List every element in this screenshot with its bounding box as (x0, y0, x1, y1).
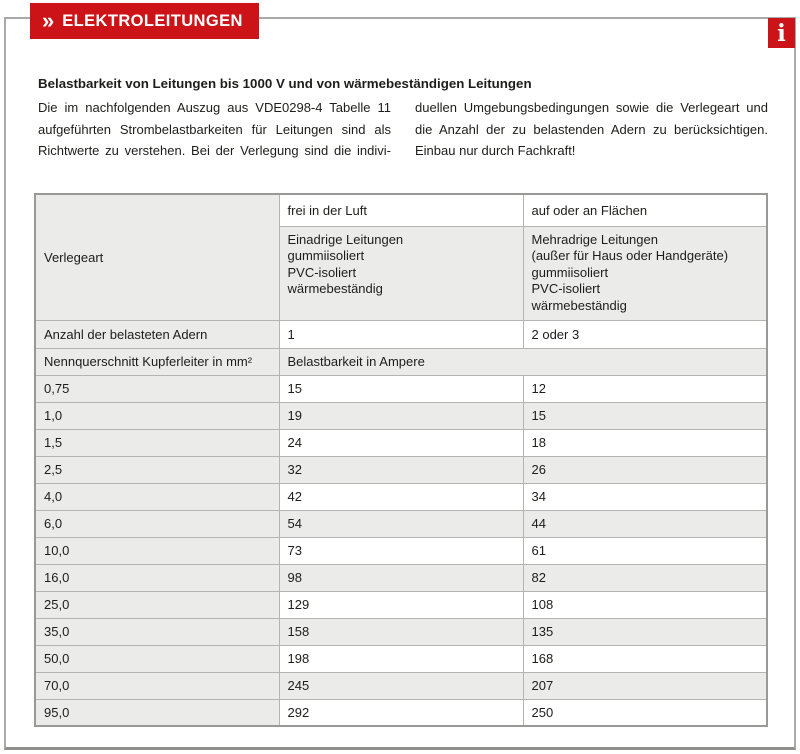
description-line: (außer für Haus oder Handgeräte) (531, 248, 729, 263)
table-cell-ampere-frei: 245 (279, 672, 523, 699)
label-cell-belastbarkeit: Belastbarkeit in Ampere (279, 348, 767, 375)
table-cell-querschnitt: 1,0 (35, 402, 279, 429)
intro-text-line: aufgeführten Strombelastbarkeiten für Leitungen sind als (38, 121, 391, 137)
table-row (35, 645, 767, 672)
table-cell-ampere-flaeche: 12 (523, 375, 767, 402)
intro-text-line: duellen Umgebungsbedingungen sowie die Verlegeart und (415, 100, 768, 115)
intro-paragraphs (38, 97, 768, 162)
table-row (35, 375, 767, 402)
table-cell-querschnitt: 50,0 (35, 645, 279, 672)
table-row (35, 483, 767, 510)
table-cell-ampere-frei: 198 (279, 645, 523, 672)
table-cell-querschnitt: 1,5 (35, 429, 279, 456)
intro-right-column (415, 97, 768, 162)
table-cell-querschnitt: 10,0 (35, 537, 279, 564)
table-cell-ampere-flaeche: 18 (523, 429, 767, 456)
info-icon: i (768, 18, 795, 48)
intro-text-line: Die im nachfolgenden Auszug aus VDE0298-4 Tabelle 11 (38, 100, 391, 115)
table-cell-querschnitt: 95,0 (35, 699, 279, 726)
description-line: Mehradrige Leitungen (531, 231, 658, 247)
header-cell-verlegeart: Verlegeart (35, 194, 279, 320)
table-cell-ampere-frei: 24 (279, 429, 523, 456)
table-row (35, 456, 767, 483)
value-cell-adern-2-3: 2 oder 3 (523, 320, 767, 348)
description-cell-mehradrige (523, 226, 767, 320)
table-subheader-row (35, 348, 767, 375)
table-cell-querschnitt: 4,0 (35, 483, 279, 510)
table-cell-querschnitt: 35,0 (35, 618, 279, 645)
description-line: wärmebeständig (287, 281, 383, 296)
table-cell-ampere-flaeche: 15 (523, 402, 767, 429)
table-row (35, 402, 767, 429)
table-row (35, 672, 767, 699)
table-cell-ampere-frei: 15 (279, 375, 523, 402)
intro-text-line: Einbau nur durch Fachkraft! (415, 143, 576, 158)
table-cell-ampere-frei: 19 (279, 402, 523, 429)
table-cell-ampere-frei: 54 (279, 510, 523, 537)
table-header-row (35, 194, 767, 226)
table-cell-ampere-flaeche: 82 (523, 564, 767, 591)
table-cell-ampere-frei: 158 (279, 618, 523, 645)
table-cell-querschnitt: 0,75 (35, 375, 279, 402)
table-row (35, 699, 767, 726)
table-cell-ampere-frei: 73 (279, 537, 523, 564)
table-row (35, 591, 767, 618)
table-cell-querschnitt: 6,0 (35, 510, 279, 537)
table-cell-ampere-frei: 32 (279, 456, 523, 483)
label-cell-nennquerschnitt: Nennquerschnitt Kupferleiter in mm² (35, 348, 279, 375)
table-cell-ampere-frei: 292 (279, 699, 523, 726)
table-cell-querschnitt: 2,5 (35, 456, 279, 483)
label-cell-anzahl-adern: Anzahl der belasteten Adern (35, 320, 279, 348)
description-cell-einadrige (279, 226, 523, 320)
header-cell-auf-oder-an-flaechen: auf oder an Flächen (523, 194, 767, 226)
header-cell-frei-in-der-luft: frei in der Luft (279, 194, 523, 226)
table-cell-ampere-flaeche: 250 (523, 699, 767, 726)
table-cell-ampere-flaeche: 168 (523, 645, 767, 672)
table-row (35, 510, 767, 537)
description-line: gummiisoliert (287, 248, 365, 263)
table-cell-ampere-flaeche: 61 (523, 537, 767, 564)
table-cell-ampere-frei: 98 (279, 564, 523, 591)
table-cell-querschnitt: 70,0 (35, 672, 279, 699)
intro-left-column (38, 97, 391, 162)
description-line: wärmebeständig (531, 297, 627, 313)
table-cell-ampere-flaeche: 108 (523, 591, 767, 618)
table-cell-ampere-flaeche: 44 (523, 510, 767, 537)
table-adern-row (35, 320, 767, 348)
description-line: gummiisoliert (531, 264, 609, 280)
intro-text-line: die Anzahl der zu belastenden Adern zu berücksichtigen. (415, 121, 768, 137)
value-cell-adern-1: 1 (279, 320, 523, 348)
table-cell-ampere-flaeche: 135 (523, 618, 767, 645)
table-cell-ampere-flaeche: 26 (523, 456, 767, 483)
ampacity-table (34, 193, 768, 727)
double-chevron-icon: » (42, 8, 55, 33)
intro-heading: Belastbarkeit von Leitungen bis 1000 V und von wärmebeständigen Leitungen (38, 76, 532, 91)
table-cell-ampere-flaeche: 207 (523, 672, 767, 699)
description-line: Einadrige Leitungen (287, 231, 404, 247)
section-title-banner (30, 3, 259, 39)
intro-text-line: Richtwerte zu verstehen. Bei der Verlegung sind die indivi- (38, 143, 391, 158)
table-cell-querschnitt: 25,0 (35, 591, 279, 618)
table-cell-querschnitt: 16,0 (35, 564, 279, 591)
section-title: ELEKTROLEITUNGEN (62, 11, 243, 30)
description-line: PVC-isoliert (531, 281, 601, 296)
table-row (35, 564, 767, 591)
description-line: PVC-isoliert (287, 264, 357, 280)
table-cell-ampere-flaeche: 34 (523, 483, 767, 510)
table-cell-ampere-frei: 42 (279, 483, 523, 510)
table-row (35, 429, 767, 456)
table-cell-ampere-frei: 129 (279, 591, 523, 618)
table-row (35, 618, 767, 645)
table-row (35, 537, 767, 564)
